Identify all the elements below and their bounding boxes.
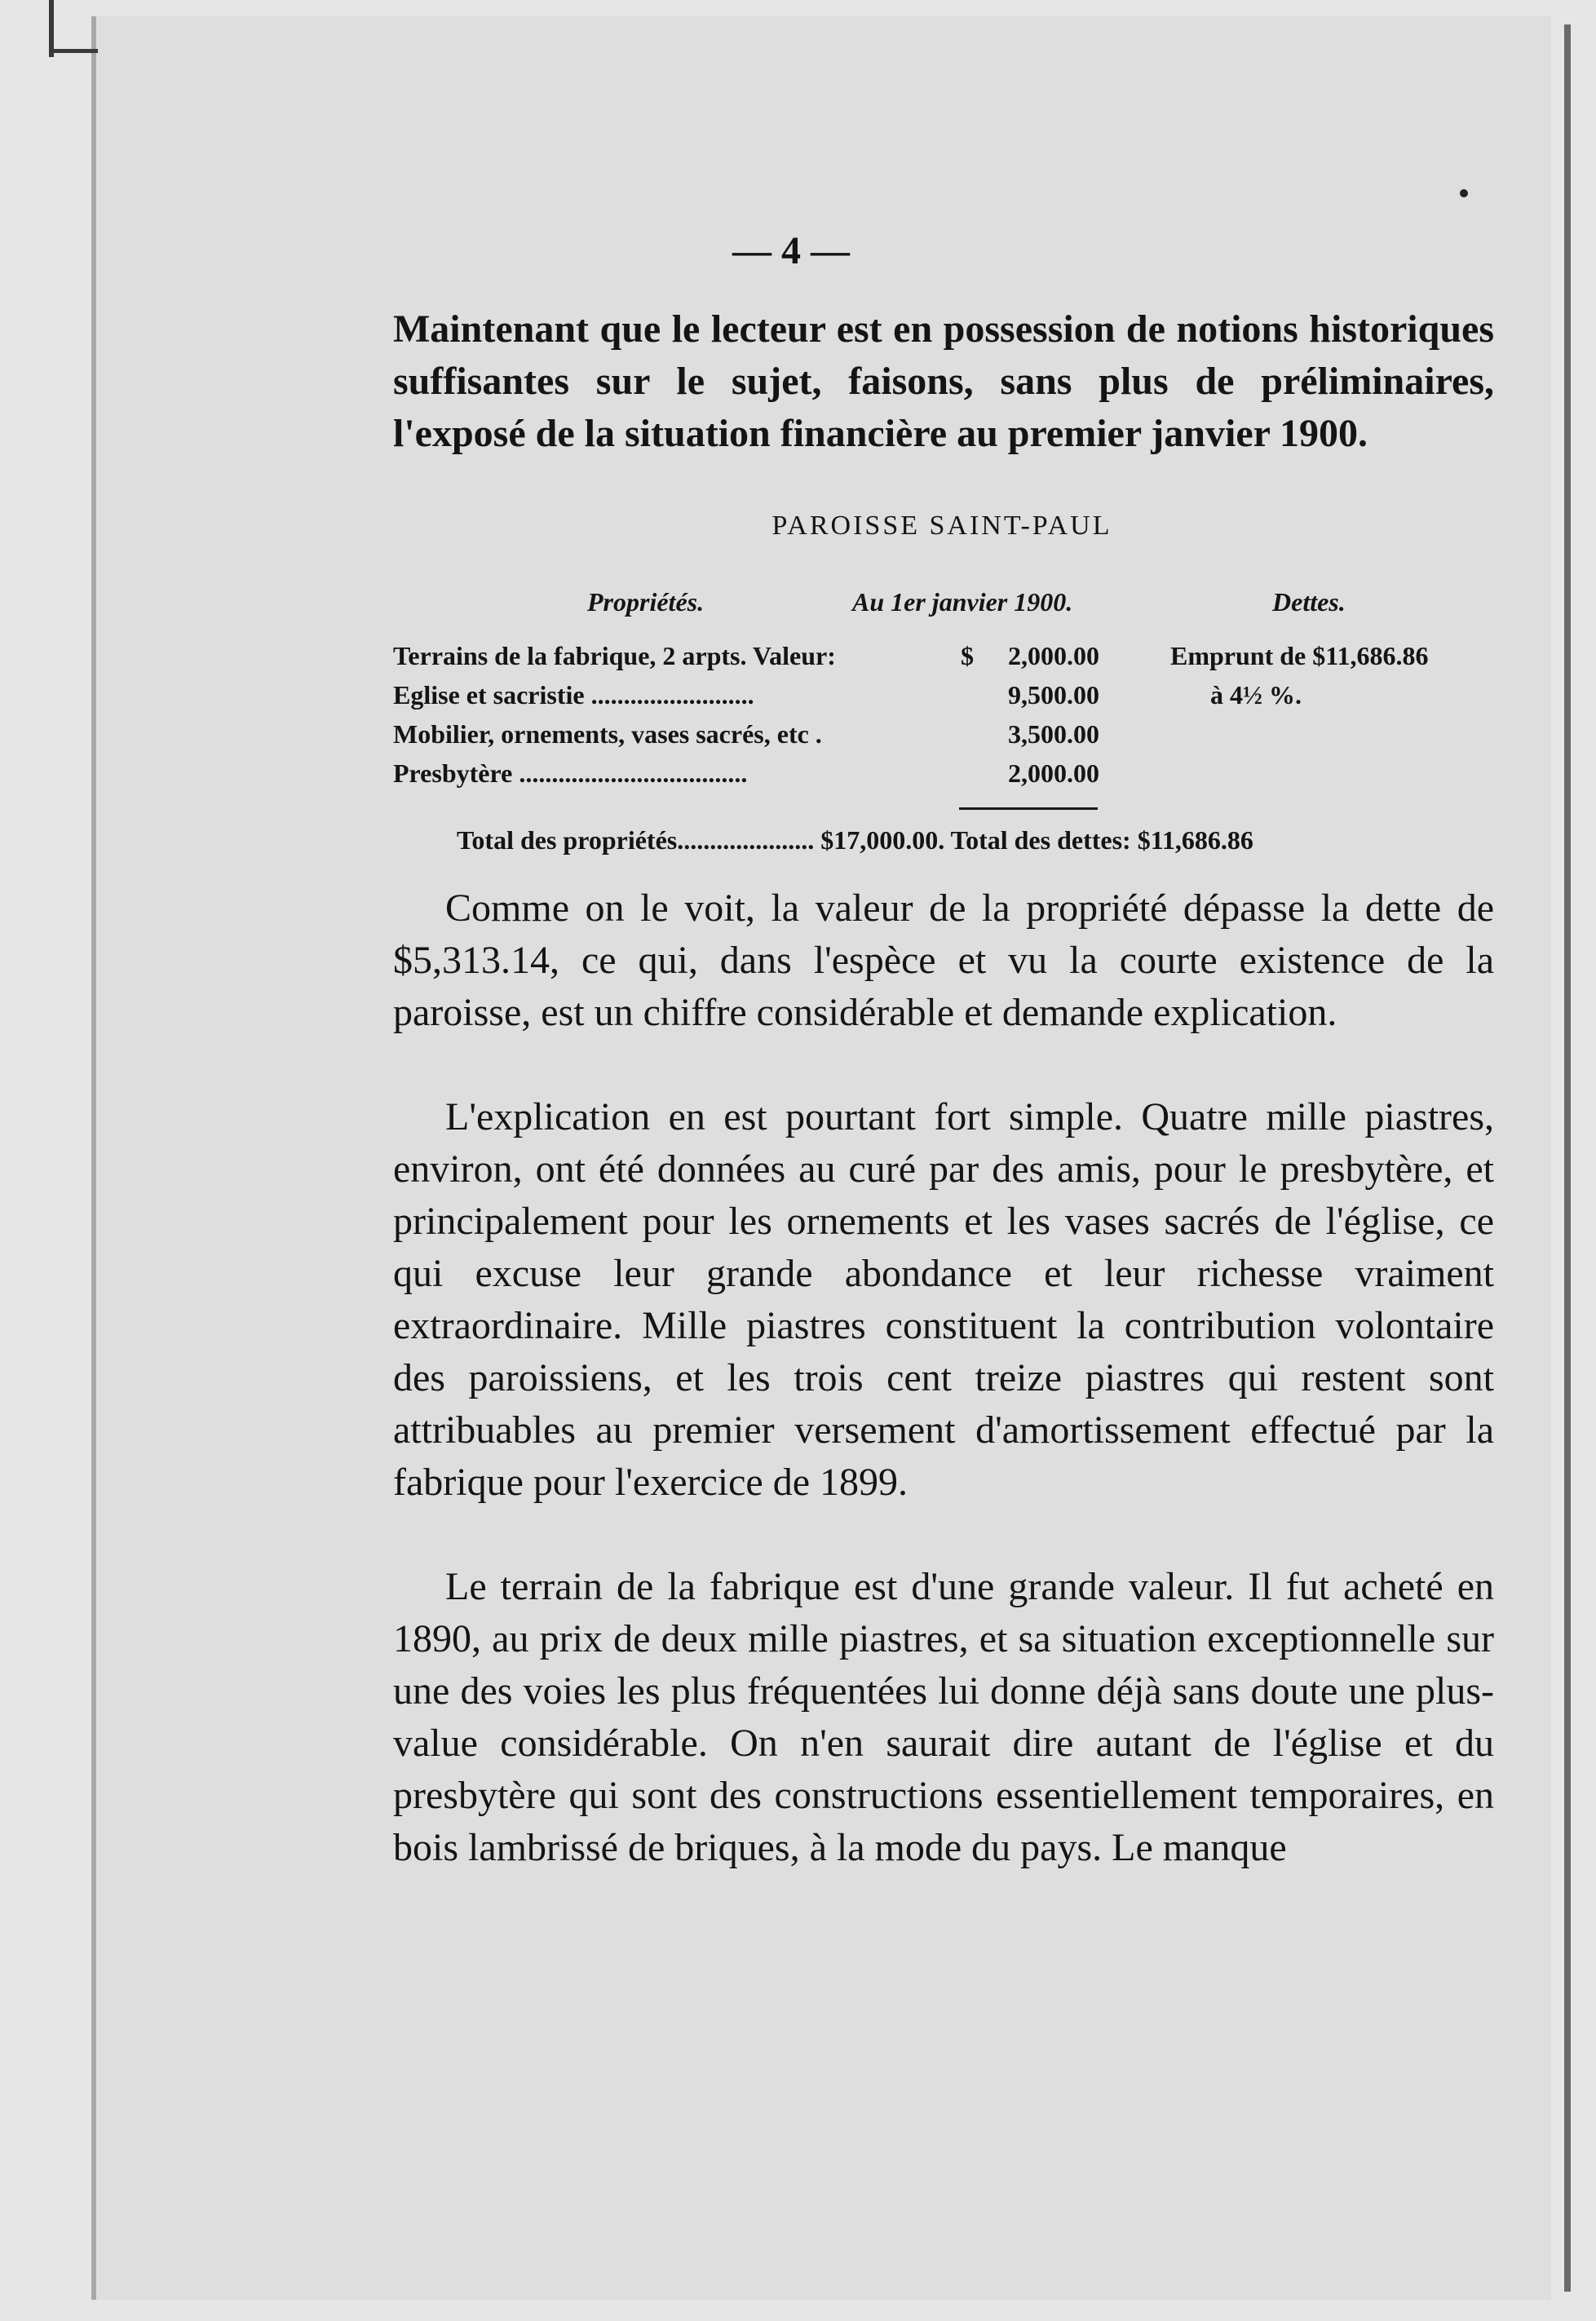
scan-speck bbox=[1460, 189, 1468, 197]
table-header-properties: Propriétés. bbox=[587, 587, 705, 617]
debt-interest-rate: à 4½ %. bbox=[1210, 680, 1302, 710]
section-title: PAROISSE SAINT-PAUL bbox=[771, 511, 1112, 541]
paragraph-explanation: L'explication en est pourtant fort simple. Quatre mille piastres, environ, ont été données au curé par des amis, pour le presbytère, et principalement pour les ornements et les vases sacrés de l'église, ce qui excuse leur grande abondance et leur richesse vraiment extraordinaire. Mille piastres constituent la contribution volontaire des paroissiens, et les trois cent treize piastres qui restent sont attribuables au premier versement d'amortissement effectué par la fabrique pour l'exercice de 1899. bbox=[393, 1095, 1494, 1504]
table-row-value: 3,500.00 bbox=[1008, 719, 1099, 749]
page-number: — 4 — bbox=[732, 229, 850, 272]
table-row-label: Eglise et sacristie ......................... bbox=[393, 680, 754, 710]
total-properties-label: Total des propriétés..................... bbox=[457, 825, 815, 855]
total-rule bbox=[959, 807, 1098, 810]
currency-symbol: $ bbox=[961, 641, 974, 670]
intro-paragraph: Maintenant que le lecteur est en possession de notions historiques suffisantes sur le sujet, faisons, sans plus de préliminaires, l'exposé de la situation financière au premier janvier 1900. bbox=[393, 307, 1494, 455]
total-debts-label: Total des dettes: bbox=[950, 825, 1131, 855]
total-properties-value: $17,000.00. bbox=[820, 825, 945, 855]
table-row-value: 2,000.00 bbox=[1008, 758, 1099, 788]
table-row-value: 2,000.00 bbox=[1008, 641, 1099, 670]
debt-loan-amount: Emprunt de $11,686.86 bbox=[1170, 641, 1429, 670]
total-debts-value: $11,686.86 bbox=[1137, 825, 1253, 855]
table-row-label: Mobilier, ornements, vases sacrés, etc . bbox=[393, 719, 822, 749]
page-edge-shadow bbox=[1564, 24, 1571, 2292]
scan-artifact-mark bbox=[49, 49, 98, 53]
paragraph-land: Le terrain de la fabrique est d'une grande valeur. Il fut acheté en 1890, au prix de deux mille piastres, et sa situation exceptionnelle sur une des voies les plus fréquentées lui donne déjà sans doute une plus-value considérable. On n'en saurait dire autant de l'église et du presbytère qui sont des constructions essentiellement temporaires, en bois lambrissé de briques, à la mode du pays. Le manque bbox=[393, 1565, 1494, 1869]
table-row-value: 9,500.00 bbox=[1008, 680, 1099, 710]
table-header-date: Au 1er janvier 1900. bbox=[852, 587, 1073, 617]
table-header-debts: Dettes. bbox=[1272, 587, 1346, 617]
table-row-label: Presbytère ................................... bbox=[393, 758, 748, 788]
total-row bbox=[457, 825, 1494, 855]
paragraph-valuation: Comme on le voit, la valeur de la propriété dépasse la dette de $5,313.14, ce qui, dans l'espèce et vu la courte existence de la paroisse, est un chiffre considérable et demande explication. bbox=[393, 886, 1494, 1034]
table-row-label: Terrains de la fabrique, 2 arpts. Valeur: bbox=[393, 641, 836, 670]
